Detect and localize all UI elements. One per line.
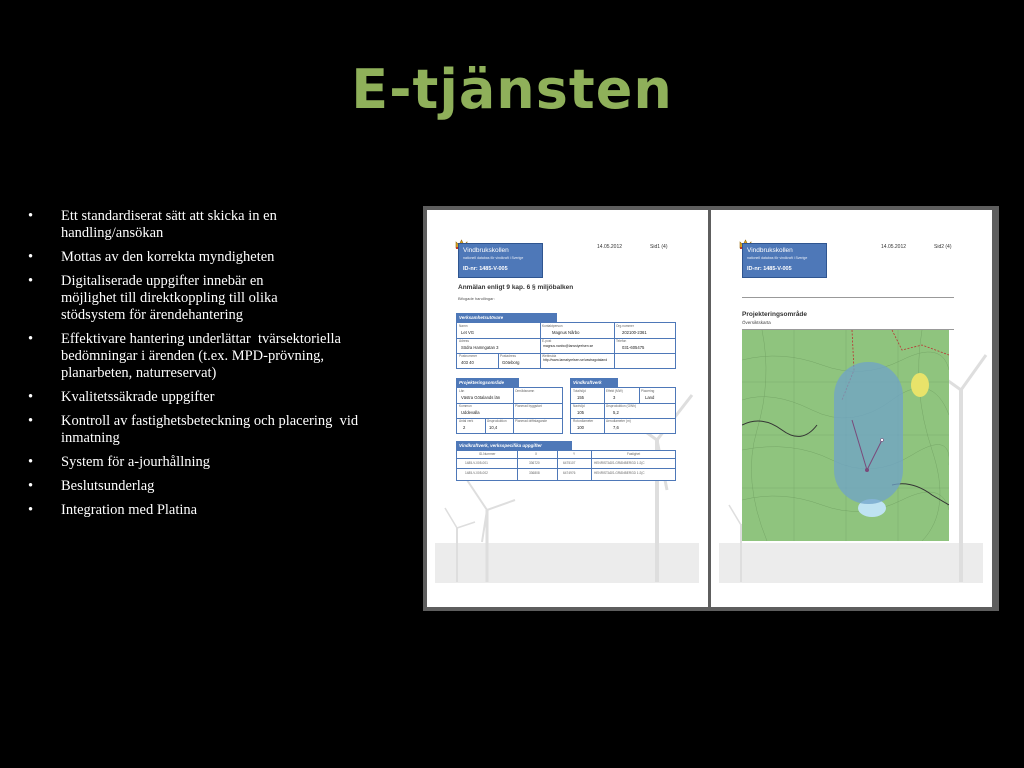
cell-value: Magnus Nårbo xyxy=(552,330,580,335)
column-header: ID-Nummer xyxy=(479,452,496,456)
cell-value: Södra Hamngatan 3 xyxy=(461,345,499,350)
bullet-item: • Integration med Platina xyxy=(28,502,413,519)
overview-map xyxy=(742,330,949,541)
brand-name: Vindbrukskollen xyxy=(463,247,509,254)
cell-label: Namn xyxy=(459,324,468,328)
table-cell: 6474976 xyxy=(563,471,576,475)
section-projekt: Projekteringsområde xyxy=(456,378,519,387)
cell-value: 202100-2361 xyxy=(622,330,647,335)
document-preview xyxy=(423,206,999,611)
brand-name: Vindbrukskollen xyxy=(747,247,793,254)
cell-value: Let VG xyxy=(461,330,475,335)
bullet-item: • Beslutsunderlag xyxy=(28,478,413,495)
document-date: 14.05.2012 xyxy=(881,244,907,250)
document-heading: Anmälan enligt 9 kap. 6 § miljöbalken xyxy=(458,284,574,291)
document-date: 14.05.2012 xyxy=(597,244,623,250)
cell-label: Totalhöjd xyxy=(573,389,586,393)
cell-label: Antal verk xyxy=(459,419,474,423)
cell-label: Planerad byggstart xyxy=(515,404,542,408)
table-cell: 336720 xyxy=(529,461,540,465)
table-cell: 1485-V-005-001 xyxy=(465,461,488,465)
vindbrukskollen-logo xyxy=(742,243,827,278)
cell-value: magnus.nanbo@lansstyrelsen.se xyxy=(543,344,594,348)
cell-value: 105 xyxy=(577,410,584,415)
cell-value: 5,2 xyxy=(613,410,619,415)
slide-title: E-tjänsten xyxy=(351,58,673,121)
page-number: Sid1 (4) xyxy=(650,244,668,250)
area-subtitle: Översiktskarta xyxy=(742,320,771,325)
cell-value: 031-605475 xyxy=(622,345,645,350)
cell-value: 10,4 xyxy=(489,425,498,430)
projekt-table xyxy=(456,387,563,434)
cell-value: 100 xyxy=(577,425,584,430)
bullet-item: • Mottas av den korrekta myndigheten xyxy=(28,249,413,266)
cell-value: http://www.lansstyrelsen.se/vastragotaland xyxy=(543,358,608,362)
document-subheading: Bifogade handlingar: xyxy=(458,296,495,301)
id-number: ID-nr: 1485-V-005 xyxy=(747,266,792,272)
cell-value: 3 xyxy=(613,395,616,400)
table-cell: 6475107 xyxy=(563,461,576,465)
section-verksamhet: Verksamhetsutövare xyxy=(456,313,557,322)
cell-value: Uddevalla xyxy=(461,410,480,415)
brand-subtitle: nationell databas för vindkraft i Sverige xyxy=(463,256,524,260)
cell-label: Telefon xyxy=(616,339,627,343)
cell-label: Län xyxy=(459,389,465,393)
table-cell: 336808 xyxy=(529,471,540,475)
cell-label: Rotordiameter xyxy=(573,419,594,423)
specifika-table xyxy=(456,450,676,481)
section-vindkraftverk: Vindkraftverk xyxy=(570,378,618,387)
area-title: Projekteringsområde xyxy=(742,311,808,318)
verksamhet-table xyxy=(456,322,676,369)
cell-label: Webbsida xyxy=(542,354,557,358)
cell-label: Planerad driftstagande xyxy=(515,419,548,423)
cell-label: Postadress xyxy=(500,354,516,358)
cell-label: Effekt (MW) xyxy=(606,389,623,393)
cell-value: 7,6 xyxy=(613,425,619,430)
divider xyxy=(742,297,954,298)
section-specifika: Vindkraftverk, verksspecifika uppgifter xyxy=(456,441,572,450)
cell-value: Land xyxy=(645,395,655,400)
column-header: Y xyxy=(573,452,576,456)
cell-label: Områdsnamn xyxy=(515,389,535,393)
bullet-item: • System för a-jourhållning xyxy=(28,454,413,471)
cell-label: Kontaktperson xyxy=(542,324,563,328)
cell-label: E-post xyxy=(542,339,552,343)
cell-label: Placering xyxy=(641,389,655,393)
cell-value: Göteborg xyxy=(502,360,520,365)
cell-value: 155 xyxy=(577,395,584,400)
cell-value: 2 xyxy=(463,425,466,430)
vindkraftverk-table xyxy=(570,387,676,434)
id-number: ID-nr: 1485-V-005 xyxy=(463,266,508,272)
table-cell: HENRISTADS-GRÄNBERGD 1:2(C xyxy=(594,461,645,465)
cell-label: Adress xyxy=(459,339,469,343)
cell-label: Aerodiameter (m) xyxy=(606,419,631,423)
page-number: Sid2 (4) xyxy=(934,244,952,250)
table-cell: 1485-V-005-002 xyxy=(465,471,488,475)
document-page-2 xyxy=(711,210,992,607)
column-header: Fastighet xyxy=(627,452,641,456)
cell-label: Årsproduktion (GWh) xyxy=(606,404,636,408)
cell-label: Årsproduktion xyxy=(487,419,507,423)
vindbrukskollen-logo xyxy=(458,243,543,278)
cell-value: Västra Götalands län xyxy=(461,395,501,400)
column-header: X xyxy=(535,452,538,456)
cell-label: Org.nummer xyxy=(616,324,634,328)
table-cell: HENRISTADS-GRÄNBERGD 1:2(C xyxy=(594,471,645,475)
bullet-item: • Effektivare hantering underlättar tvärsektoriella bedömningar i ärenden (t.ex. MPD-prövning, planarbeten, naturreservat) xyxy=(28,331,413,382)
document-page-1 xyxy=(427,210,708,607)
cell-label: Navhöjd xyxy=(573,404,585,408)
cell-value: 403 40 xyxy=(461,360,474,365)
bullet-item: • Ett standardiserat sätt att skicka in en handling/ansökan xyxy=(28,208,413,242)
bullet-item: • Kontroll av fastighetsbeteckning och placering vid inmatning xyxy=(28,413,413,447)
bullet-item: • Kvalitetssäkrade uppgifter xyxy=(28,389,413,406)
brand-subtitle: nationell databas för vindkraft i Sverige xyxy=(747,256,808,260)
cell-label: Kommun xyxy=(459,404,472,408)
bullet-item: • Digitaliserade uppgifter innebär en möjlighet till direktkoppling till olika stödsystem för ärendehantering xyxy=(28,273,413,324)
bullet-list xyxy=(28,208,413,526)
cell-label: Postnummer xyxy=(459,354,478,358)
